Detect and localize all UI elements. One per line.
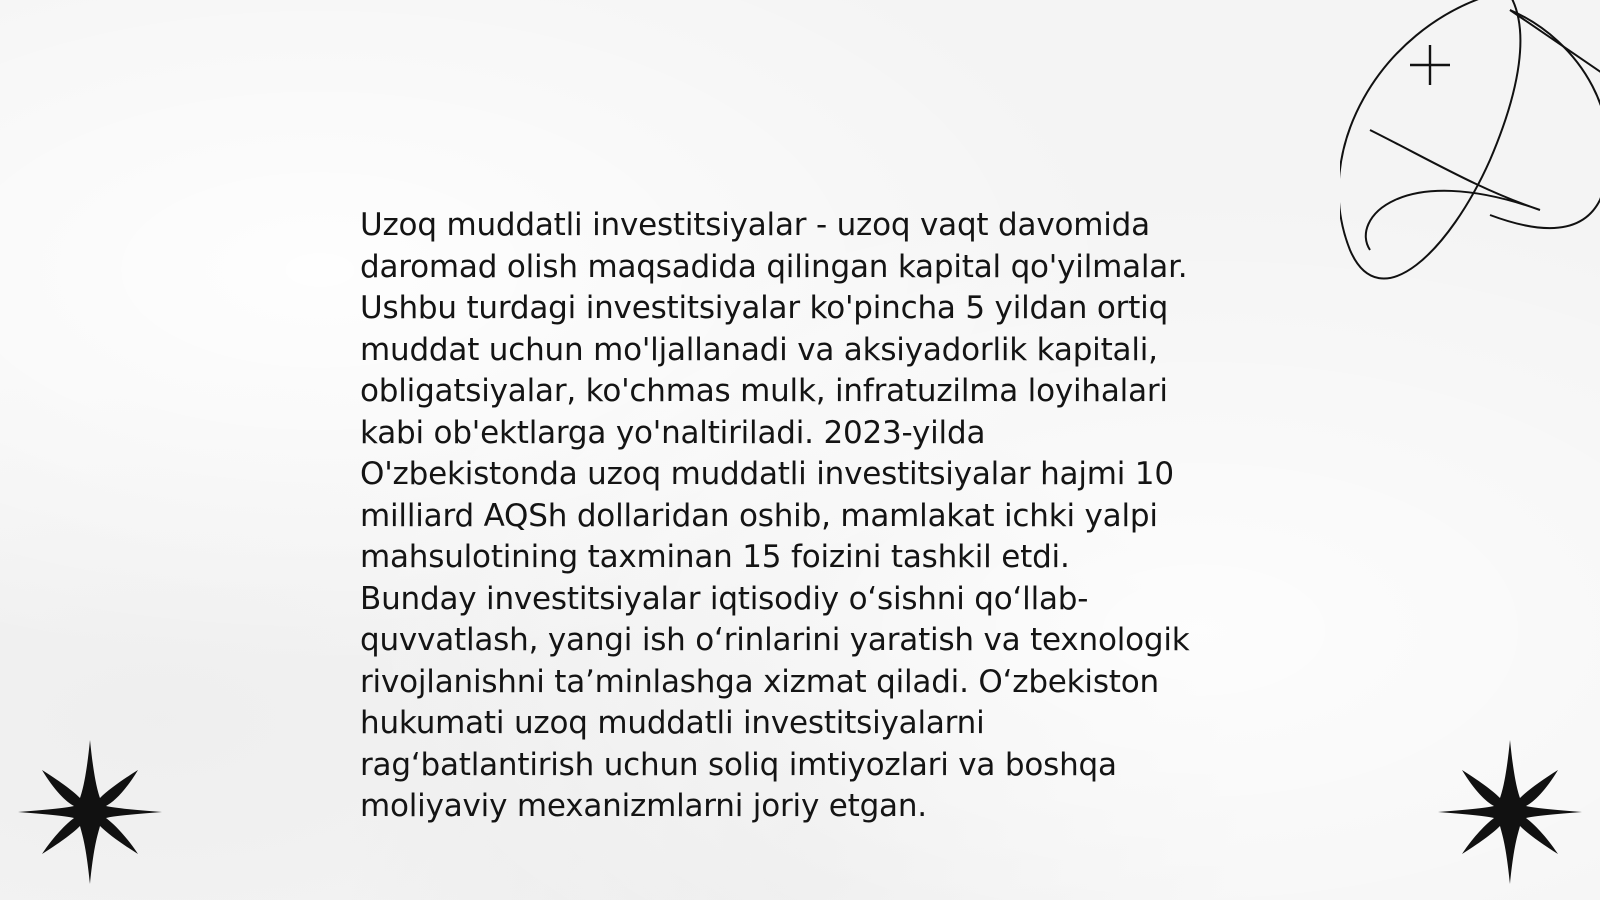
orbit-sparkle-icon — [1340, 0, 1600, 300]
sparkle-cross-icon — [1410, 45, 1450, 85]
paragraph-line: kabi ob'ektlarga yo'naltiriladi. 2023-yilda — [360, 414, 986, 451]
paragraph-line: muddat uchun mo'ljallanadi va aksiyadorlik kapitali, — [360, 331, 1158, 368]
paragraph-line: hukumati uzoq muddatli investitsiyalarni — [360, 705, 985, 741]
paragraph-line: obligatsiyalar, ko'chmas mulk, infratuzilma loyihalari — [360, 373, 1168, 409]
paragraph-line: milliard AQSh dollaridan oshib, mamlakat ichki yalpi — [360, 497, 1158, 534]
paragraph-line: Bunday investitsiyalar iqtisodiy o‘sishni qo‘llab- — [360, 580, 1089, 617]
orbit-swoop-icon — [1366, 130, 1540, 250]
four-point-star-icon — [1438, 740, 1582, 884]
paragraph-line: Uzoq muddatli investitsiyalar - uzoq vaqt davomida — [360, 207, 1150, 243]
paragraph-line: O'zbekistonda uzoq muddatli investitsiyalar hajmi 10 — [360, 456, 1174, 492]
orbit-loop-icon — [1340, 0, 1520, 279]
paragraph-line: daromad olish maqsadida qilingan kapital qo'yilmalar. — [360, 248, 1188, 285]
paragraph-line: rag‘batlantirish uchun soliq imtiyozlari va boshqa — [360, 746, 1117, 783]
orbit-line-icon — [1510, 10, 1600, 75]
paragraph-line: mahsulotining taxminan 15 foizini tashkil etdi. — [360, 539, 1070, 575]
body-paragraph — [360, 205, 1260, 828]
paragraph-line: rivojlanishni ta’minlashga xizmat qiladi. O‘zbekiston — [360, 663, 1159, 700]
four-point-star-icon — [18, 740, 162, 884]
paragraph-line: quvvatlash, yangi ish o‘rinlarini yaratish va texnologik — [360, 622, 1190, 658]
paragraph-line: moliyaviy mexanizmlarni joriy etgan. — [360, 788, 927, 824]
paragraph-line: Ushbu turdagi investitsiyalar ko'pincha 5 yildan ortiq — [360, 290, 1169, 326]
